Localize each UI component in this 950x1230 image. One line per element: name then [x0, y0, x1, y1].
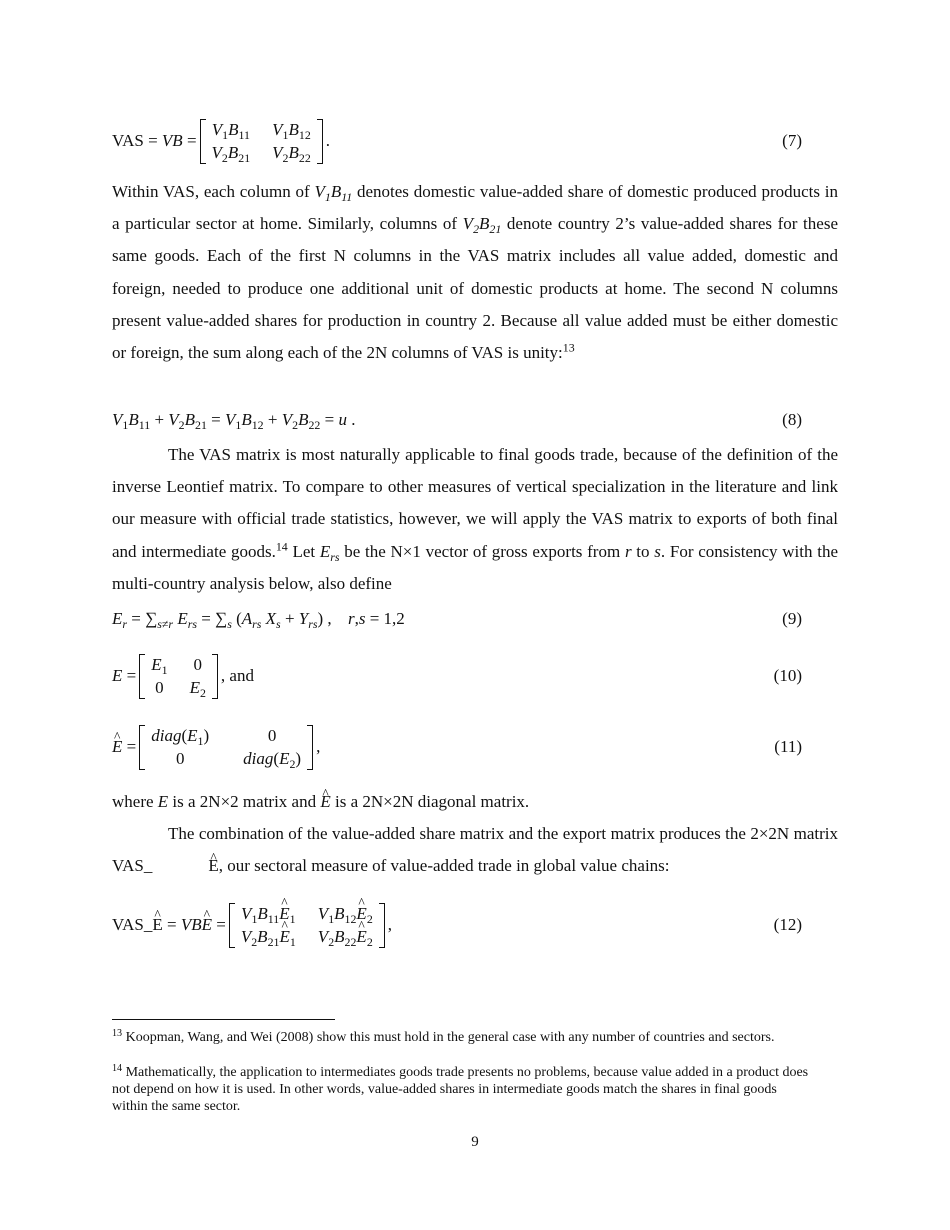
footnote-separator: [112, 1019, 335, 1020]
equation-number-7: (7): [782, 131, 802, 150]
matrix-vas-e: $V_1B_{11}\^{}$ $E_1$ $V_1B_{12}\^{}$ $E_2$ $V_2B_{21}\^{}$ $E_1$ $V_2B_{22}\^{}$ $E_2$: [229, 903, 385, 948]
footnote-13: $^{13}$ Koopman, Wang, and Wei (2008) show this must hold in the general case with any number of countries and sectors.: [112, 1027, 775, 1045]
matrix-vb: $V_1B_{11}$ $V_1B_{12}$ $V_2B_{21}$ $V_2B_{22}$: [200, 119, 323, 164]
footnote-ref-14: 14: [275, 539, 288, 554]
equation-number-10: (10): [773, 666, 802, 685]
paragraph-combination: The combination of the value-added share matrix and the export matrix produces the 2×2N matrix VAS_^ E, our sectoral measure of value-added trade in global value chains:: [112, 818, 838, 882]
equation-number-9: (9): [782, 609, 802, 628]
equation-8: $V_1B_{11} + V_2B_{21} = V_1B_{12} + V_2B_{22} = u$ . (8): [112, 410, 802, 433]
paragraph-where: where E is a 2N×2 matrix and ^ E is a 2N×2N diagonal matrix.: [112, 786, 838, 818]
equation-10: E = $E_1$ 0 0 $E_2$ , and (10): [112, 654, 802, 700]
equation-number-12: (12): [773, 915, 802, 934]
equation-number-11: (11): [774, 737, 802, 756]
paragraph-vas-columns: Within VAS, each column of $V_1B_{11}$ denotes domestic value-added share of domestic produced products in a particular sector at home. Similarly, columns of $V_2B_{21}$ denote country 2’s value-added shares for these same goods. Each of the first N columns in the VAS matrix includes all value added, domestic and foreign, needed to produce one additional unit of domestic products at home. The second N columns present value-added shares for production in country 2. Because all value added must be either domestic or foreign, the sum along each of the 2N columns of VAS is unity:$^{13}$: [112, 182, 838, 363]
paragraph-vas-application: The VAS matrix is most naturally applicable to final goods trade, because of the definition of the inverse Leontief matrix. To compare to other measures of vertical specialization in the literature and link our measure with official trade statistics, however, we will apply the VAS matrix to exports of both final and intermediate goods.$^{14}$ Let $E_{rs}$ be the N×1 vector of gross exports from r to s. For consistency with the multi-country analysis below, also define: [112, 445, 838, 593]
matrix-e: $E_1$ 0 0 $E_2$: [139, 654, 218, 699]
equation-11: ^ E = $diag(E_1)$ 0 0 $diag(E_2)$ , (11): [112, 719, 840, 775]
page-number: 9: [471, 1134, 479, 1150]
footnote-ref-13: 13: [562, 340, 575, 355]
equation-number-8: (8): [782, 410, 802, 429]
footnote-14: $^{14}$ Mathematically, the application to intermediates goods trade presents no problems, because value added in a product does not depend on how it is used. In other words, value-added shares in intermediate goods match the shares in final goods within the same sector.: [112, 1062, 809, 1114]
matrix-e-hat: $diag(E_1)$ 0 0 $diag(E_2)$: [139, 725, 313, 770]
equation-9: $E_r = \sum_{s\ne r}$ $E_{rs} = \sum_s$ ($A_{rs}$ $X_s + Y_{rs}$) , r,s = 1,2 (9): [112, 609, 802, 632]
equation-7: VAS = VB = $V_1B_{11}$ $V_1B_{12}$ $V_2B_{21}$ $V_2B_{22}$ . (7): [112, 119, 802, 165]
equation-12: VAS_^ E = VB^ E = $V_1B_{11}\^{}$ $E_1$ $V_1B_{12}\^{}$ $E_2$ $V_2B_{21}\^{}$ $E_1$ $V_2B_{22}\^{}$ $E_2$ , (12): [112, 896, 840, 954]
